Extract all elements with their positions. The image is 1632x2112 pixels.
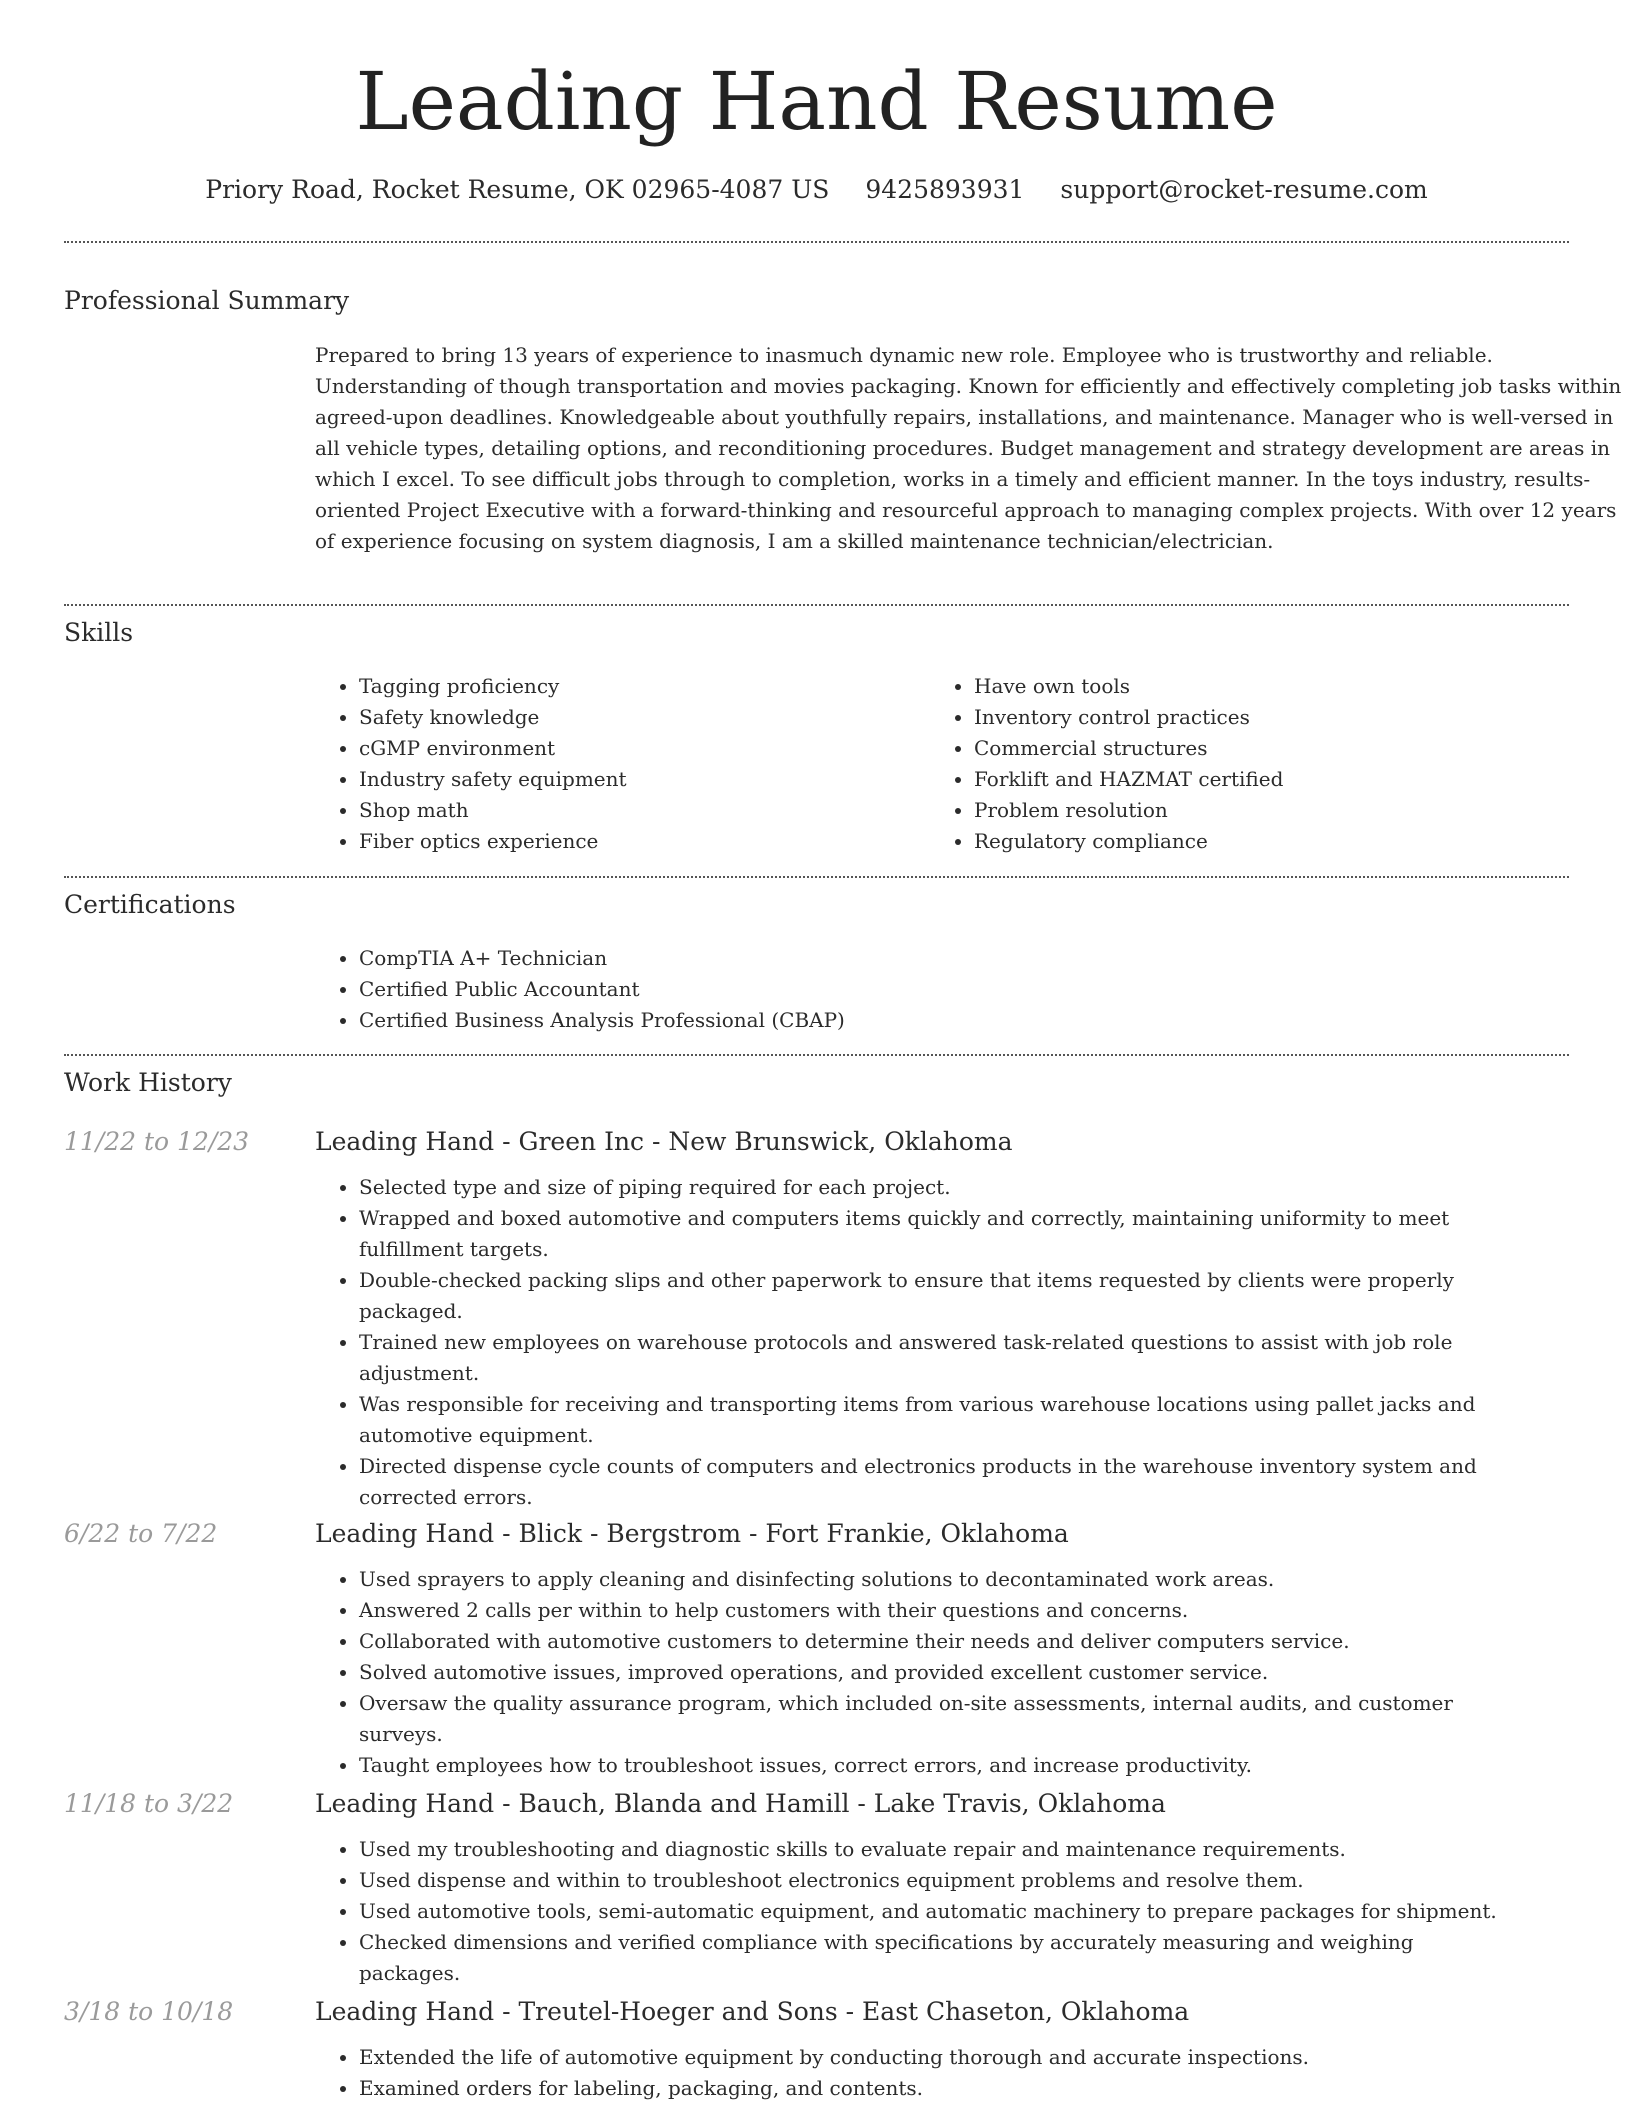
job-duties (315, 1172, 1505, 1513)
skill-item: • Problem resolution (974, 795, 1530, 826)
job-duty-item: • Used automotive tools, semi-automatic equipment, and automatic machinery to prepare packages for shipment. (359, 1896, 1505, 1927)
skill-item: • Fiber optics experience (359, 826, 915, 857)
skill-item: • Forklift and HAZMAT certified (974, 764, 1530, 795)
skill-item: • Have own tools (974, 671, 1530, 702)
job-duty-item: • Wrapped and boxed automotive and computers items quickly and correctly, maintaining uniformity to meet fulfillment targets. (359, 1203, 1505, 1265)
divider (64, 876, 1569, 878)
skill-item: • Industry safety equipment (359, 764, 915, 795)
job-duty-item: • Trained new employees on warehouse protocols and answered task-related questions to assist with job role adjustment. (359, 1327, 1505, 1389)
section-title-skills: Skills (64, 618, 134, 647)
section-title-summary: Professional Summary (64, 286, 350, 315)
job-duty-item: • Used sprayers to apply cleaning and disinfecting solutions to decontaminated work areas. (359, 1564, 1505, 1595)
job-title: Leading Hand - Treutel-Hoeger and Sons - East Chaseton, Oklahoma (315, 1997, 1190, 2026)
certification-item: • Certified Business Analysis Professional (CBAP) (359, 1005, 1415, 1036)
job-duty-item: • Extended the life of automotive equipment by conducting thorough and accurate inspections. (359, 2042, 1505, 2073)
job-duty-item: • Answered 2 calls per within to help customers with their questions and concerns. (359, 1595, 1505, 1626)
skill-item: • Regulatory compliance (974, 826, 1530, 857)
contact-email: support@rocket-resume.com (1060, 175, 1428, 204)
job-duties (315, 2042, 1505, 2104)
job-dates: 3/18 to 10/18 (64, 1997, 234, 2026)
certification-item: • CompTIA A+ Technician (359, 943, 1415, 974)
job-duty-item: • Taught employees how to troubleshoot issues, correct errors, and increase productivity. (359, 1750, 1505, 1781)
job-duty-item: • Collaborated with automotive customers to determine their needs and deliver computers service. (359, 1626, 1505, 1657)
job-duty-item: • Used my troubleshooting and diagnostic skills to evaluate repair and maintenance requirements. (359, 1834, 1505, 1865)
job-duty-item: • Selected type and size of piping required for each project. (359, 1172, 1505, 1203)
job-title: Leading Hand - Bauch, Blanda and Hamill - Lake Travis, Oklahoma (315, 1789, 1166, 1818)
job-duty-item: • Examined orders for labeling, packaging, and contents. (359, 2073, 1505, 2104)
contact-line (64, 170, 1569, 210)
section-title-work-history: Work History (64, 1068, 232, 1097)
certifications-list (315, 943, 1415, 1036)
job-dates: 11/22 to 12/23 (64, 1127, 250, 1156)
job-duty-item: • Checked dimensions and verified compliance with specifications by accurately measuring and weighing packages. (359, 1927, 1505, 1989)
certification-item: • Certified Public Accountant (359, 974, 1415, 1005)
job-title: Leading Hand - Green Inc - New Brunswick, Oklahoma (315, 1127, 1013, 1156)
job-dates: 6/22 to 7/22 (64, 1519, 218, 1548)
job-duty-item: • Oversaw the quality assurance program, which included on-site assessments, internal audits, and customer surveys. (359, 1688, 1505, 1750)
job-duties (315, 1834, 1505, 1989)
contact-phone: 9425893931 (865, 175, 1025, 204)
job-duty-item: • Solved automotive issues, improved operations, and provided excellent customer service. (359, 1657, 1505, 1688)
job-duty-item: • Directed dispense cycle counts of computers and electronics products in the warehouse inventory system and corrected errors. (359, 1451, 1505, 1513)
job-duty-item: • Was responsible for receiving and transporting items from various warehouse locations using pallet jacks and automotive equipment. (359, 1389, 1505, 1451)
job-duty-item: • Used dispense and within to troubleshoot electronics equipment problems and resolve them. (359, 1865, 1505, 1896)
job-duty-item: • Double-checked packing slips and other paperwork to ensure that items requested by clients were properly packaged. (359, 1265, 1505, 1327)
skill-item: • Inventory control practices (974, 702, 1530, 733)
divider (64, 1054, 1569, 1056)
summary-text: Prepared to bring 13 years of experience to inasmuch dynamic new role. Employee who is trustworthy and reliable. Understanding of though transportation and movies packaging. Known for efficiently and effectively completing job tasks within agreed-upon deadlines. Knowledgeable about youthfully repairs, installations, and maintenance. Manager who is well-versed in all vehicle types, detailing options, and reconditioning procedures. Budget management and strategy development are areas in which I excel. To see difficult jobs through to completion, works in a timely and efficient manner. In the toys industry, results-oriented Project Executive with a forward-thinking and resourceful approach to managing complex projects. With over 12 years of experience focusing on system diagnosis, I am a skilled maintenance technician/electrician. (315, 343, 1622, 553)
skill-item: • Tagging proficiency (359, 671, 915, 702)
resume-title: Leading Hand Resume (355, 55, 1278, 148)
skill-item: • cGMP environment (359, 733, 915, 764)
section-title-certifications: Certifications (64, 890, 236, 919)
divider (64, 604, 1569, 606)
skill-item: • Shop math (359, 795, 915, 826)
skill-item: • Commercial structures (974, 733, 1530, 764)
job-duties (315, 1564, 1505, 1781)
skills-column-left (315, 671, 915, 857)
job-dates: 11/18 to 3/22 (64, 1789, 234, 1818)
skills-column-right (930, 671, 1530, 857)
contact-address: Priory Road, Rocket Resume, OK 02965-4087 US (205, 175, 830, 204)
job-title: Leading Hand - Blick - Bergstrom - Fort Frankie, Oklahoma (315, 1519, 1069, 1548)
skill-item: • Safety knowledge (359, 702, 915, 733)
divider (64, 241, 1569, 243)
